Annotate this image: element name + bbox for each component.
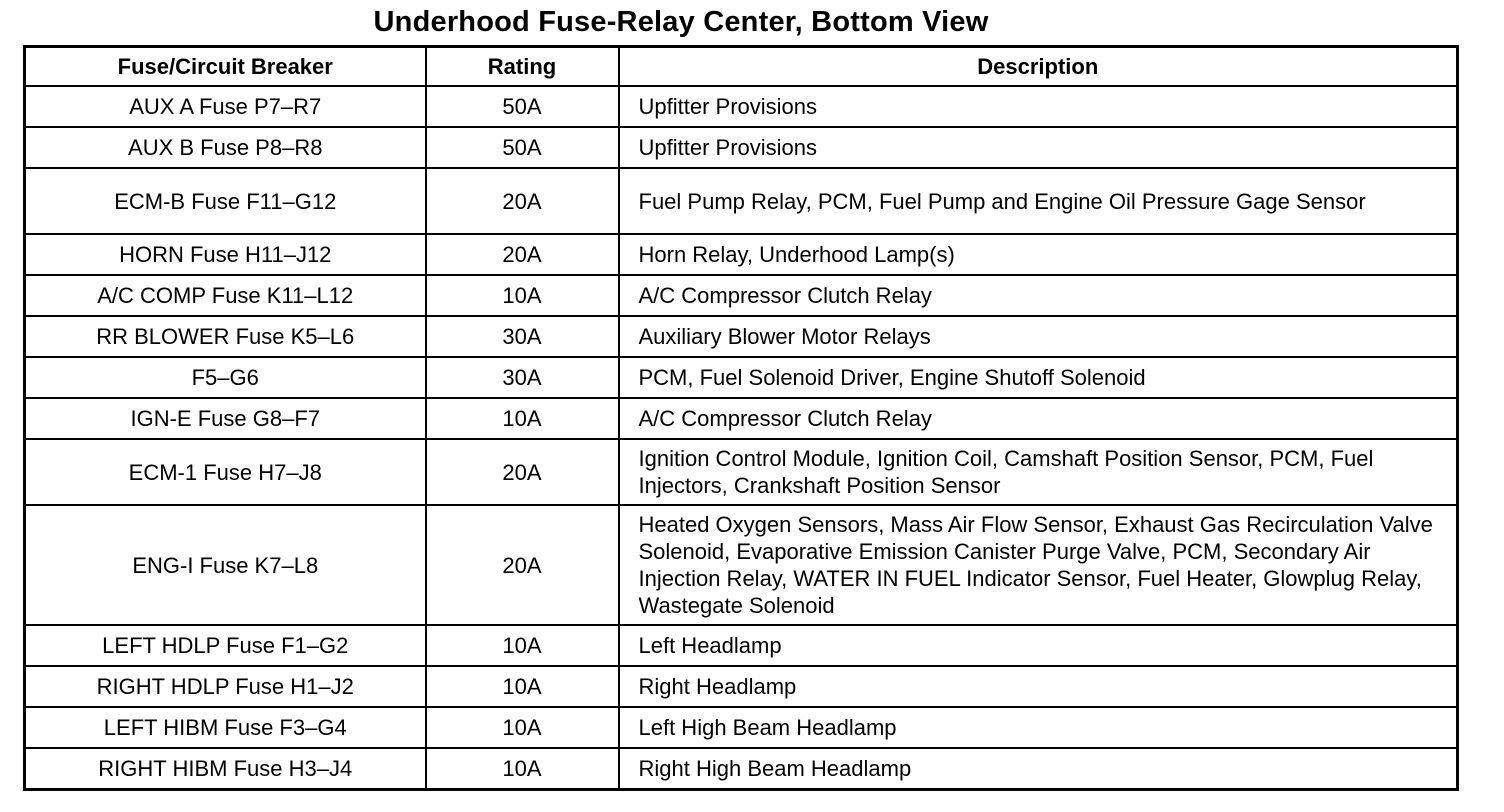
- rating-cell: 30A: [426, 316, 619, 357]
- table-row: [25, 275, 1458, 316]
- table-row: [25, 666, 1458, 707]
- rating-cell: 30A: [426, 357, 619, 398]
- fuse-table: [23, 45, 1459, 791]
- rating-cell: 10A: [426, 666, 619, 707]
- description-cell: Left High Beam Headlamp: [619, 707, 1458, 748]
- description-cell: A/C Compressor Clutch Relay: [619, 398, 1458, 439]
- description-cell: Upfitter Provisions: [619, 86, 1458, 127]
- table-row: [25, 439, 1458, 505]
- description-cell: Horn Relay, Underhood Lamp(s): [619, 234, 1458, 275]
- rating-cell: 10A: [426, 707, 619, 748]
- fuse-cell: RIGHT HIBM Fuse H3–J4: [25, 748, 426, 790]
- rating-cell: 10A: [426, 275, 619, 316]
- rating-cell: 20A: [426, 439, 619, 505]
- description-cell: Left Headlamp: [619, 625, 1458, 666]
- table-header-row: [25, 47, 1458, 87]
- description-cell: Fuel Pump Relay, PCM, Fuel Pump and Engine Oil Pressure Gage Sensor: [619, 168, 1458, 234]
- fuse-cell: A/C COMP Fuse K11–L12: [25, 275, 426, 316]
- rating-cell: 10A: [426, 748, 619, 790]
- table-row: [25, 625, 1458, 666]
- header-description: Description: [619, 47, 1458, 87]
- table-row: [25, 86, 1458, 127]
- table-row: [25, 707, 1458, 748]
- description-cell: Right Headlamp: [619, 666, 1458, 707]
- rating-cell: 20A: [426, 234, 619, 275]
- description-cell: PCM, Fuel Solenoid Driver, Engine Shutoff Solenoid: [619, 357, 1458, 398]
- fuse-cell: AUX A Fuse P7–R7: [25, 86, 426, 127]
- rating-cell: 50A: [426, 86, 619, 127]
- fuse-cell: LEFT HDLP Fuse F1–G2: [25, 625, 426, 666]
- description-cell: Heated Oxygen Sensors, Mass Air Flow Sensor, Exhaust Gas Recirculation Valve Solenoid, Evaporative Emission Canister Purge Valve, PCM, Secondary Air Injection Relay, WATER IN FUEL Indicator Sensor, Fuel Heater, Glowplug Relay, Wastegate Solenoid: [619, 505, 1458, 625]
- fuse-cell: RIGHT HDLP Fuse H1–J2: [25, 666, 426, 707]
- header-rating: Rating: [426, 47, 619, 87]
- description-cell: Ignition Control Module, Ignition Coil, Camshaft Position Sensor, PCM, Fuel Injectors, Crankshaft Position Sensor: [619, 439, 1458, 505]
- fuse-cell: HORN Fuse H11–J12: [25, 234, 426, 275]
- table-row: [25, 505, 1458, 625]
- fuse-cell: LEFT HIBM Fuse F3–G4: [25, 707, 426, 748]
- fuse-cell: F5–G6: [25, 357, 426, 398]
- fuse-cell: ENG-I Fuse K7–L8: [25, 505, 426, 625]
- rating-cell: 20A: [426, 505, 619, 625]
- page-title: Underhood Fuse-Relay Center, Bottom View: [373, 6, 989, 38]
- table-row: [25, 127, 1458, 168]
- fuse-cell: RR BLOWER Fuse K5–L6: [25, 316, 426, 357]
- rating-cell: 10A: [426, 625, 619, 666]
- rating-cell: 20A: [426, 168, 619, 234]
- table-row: [25, 168, 1458, 234]
- description-cell: A/C Compressor Clutch Relay: [619, 275, 1458, 316]
- description-cell: Right High Beam Headlamp: [619, 748, 1458, 790]
- rating-cell: 50A: [426, 127, 619, 168]
- fuse-cell: IGN-E Fuse G8–F7: [25, 398, 426, 439]
- fuse-cell: AUX B Fuse P8–R8: [25, 127, 426, 168]
- description-cell: Auxiliary Blower Motor Relays: [619, 316, 1458, 357]
- description-cell: Upfitter Provisions: [619, 127, 1458, 168]
- fuse-cell: ECM-B Fuse F11–G12: [25, 168, 426, 234]
- header-fuse: Fuse/Circuit Breaker: [25, 47, 426, 87]
- table-row: [25, 234, 1458, 275]
- table-row: [25, 398, 1458, 439]
- fuse-cell: ECM-1 Fuse H7–J8: [25, 439, 426, 505]
- table-row: [25, 748, 1458, 790]
- table-row: [25, 357, 1458, 398]
- rating-cell: 10A: [426, 398, 619, 439]
- table-row: [25, 316, 1458, 357]
